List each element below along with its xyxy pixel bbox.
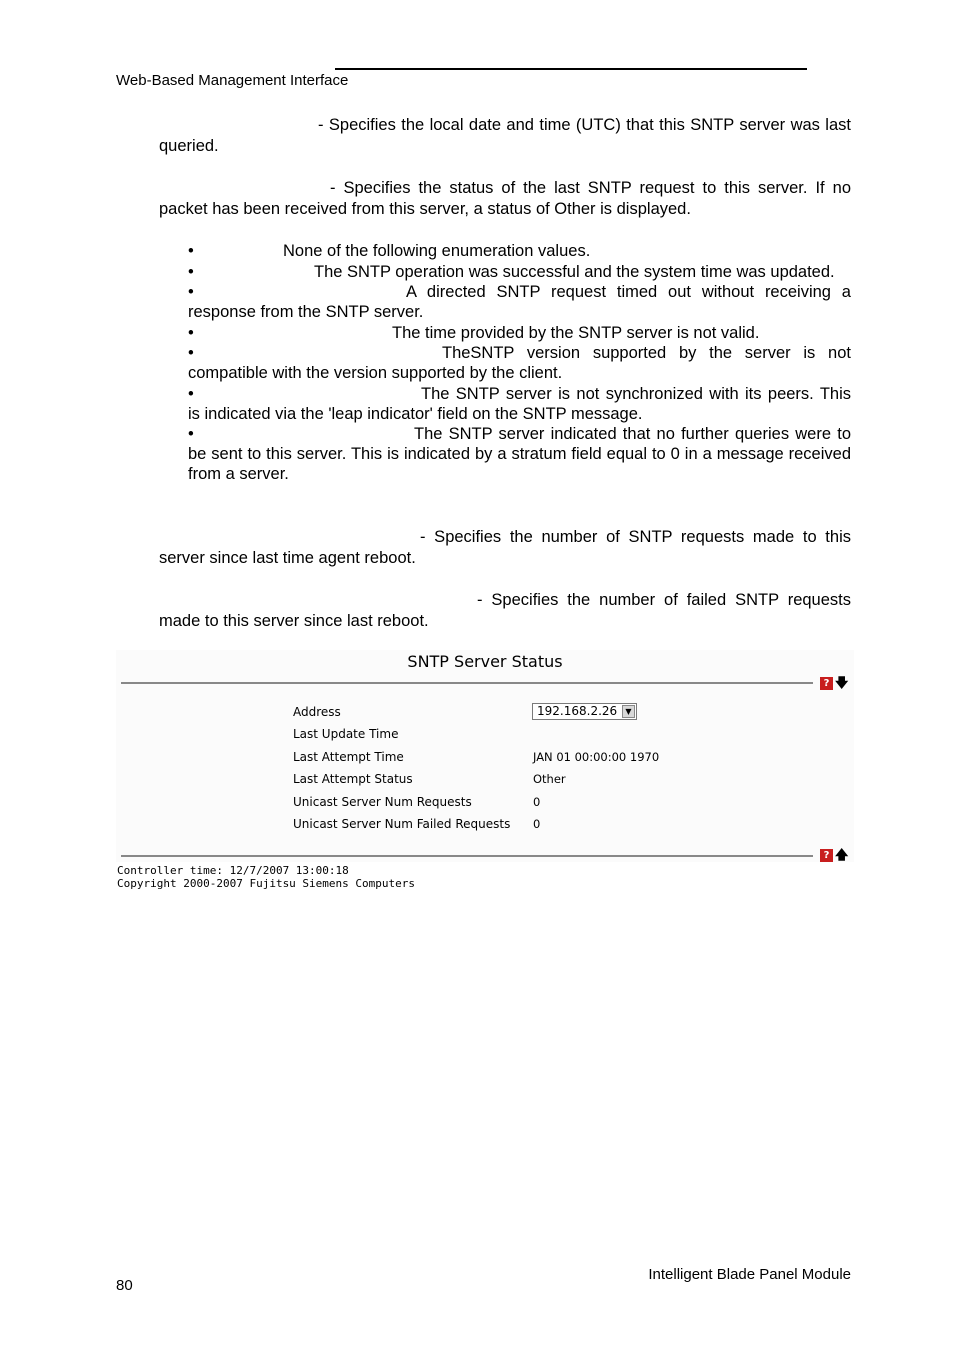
field-value-last-attempt-status: Other [533,772,566,786]
field-label-num-failed-requests: Unicast Server Num Failed Requests [293,817,511,831]
address-select-value: 192.168.2.26 [537,704,618,718]
list-item [188,262,851,282]
field-value-num-failed-requests: 0 [533,817,541,831]
panel-title: SNTP Server Status [407,652,563,671]
bullet-icon: • [188,384,194,403]
header-rule [335,68,807,70]
para-last-attempt-status: - Specifies the status of the last SNTP request to this server. If no packet has been received from this server, a status of Other is displayed. [159,179,851,218]
list-item [188,424,851,484]
list-item-text: The SNTP server is not synchronized with its peers. This is indicated via the 'leap indicator' field on the SNTP message. [188,384,851,423]
help-icon[interactable]: ? [820,849,833,862]
field-value-last-attempt-time: JAN 01 00:00:00 1970 [533,750,660,764]
document-title: Intelligent Blade Panel Module [648,1266,851,1283]
list-item-text: The SNTP server indicated that no further queries were to be sent to this server. This is indicated by a stratum field equal to 0 in a message received from a server. [188,425,851,483]
field-label-last-attempt-status: Last Attempt Status [293,772,413,786]
para-num-failed: - Specifies the number of failed SNTP requests made to this server since last reboot. [159,591,851,630]
list-item [188,323,851,343]
bullet-icon: • [188,344,194,362]
panel-bottom-rule [121,855,813,857]
header-title: Web-Based Management Interface [116,72,349,89]
field-label-last-update-time: Last Update Time [293,727,399,741]
controller-time: Controller time: 12/7/2007 13:00:18 [117,864,349,877]
list-item [188,282,851,322]
field-label-last-attempt-time: Last Attempt Time [293,750,404,764]
arrow-down-icon[interactable]: 🡇 [835,676,849,691]
para-last-attempt-time: - Specifies the local date and time (UTC) that this SNTP server was last queried. [159,116,851,155]
bullet-icon: • [188,425,194,443]
para-num-requests: - Specifies the number of SNTP requests made to this server since last time agent reboot. [159,528,851,567]
list-item [188,384,851,424]
bullet-icon: • [188,262,194,281]
copyright: Copyright 2000-2007 Fujitsu Siemens Computers [117,877,416,890]
list-item-text: The SNTP operation was successful and the system time was updated. [314,262,835,281]
list-item [188,241,851,261]
arrow-up-icon[interactable]: 🡅 [835,848,849,863]
bullet-icon: • [188,283,194,301]
status-values-list [188,241,851,485]
panel-top-rule [121,682,813,684]
list-item-text: The time provided by the SNTP server is not valid. [392,323,760,342]
field-label-num-requests: Unicast Server Num Requests [293,795,472,809]
list-item-text: TheSNTP version supported by the server is not compatible with the version supported by the client. [188,344,851,382]
list-item-text: A directed SNTP request timed out without receiving a response from the SNTP server. [188,283,851,321]
address-select[interactable] [532,703,637,720]
bullet-icon: • [188,242,194,260]
list-item-text: None of the following enumeration values. [283,242,591,260]
list-item [188,343,851,383]
bullet-icon: • [188,323,194,342]
dropdown-arrow-icon[interactable]: ▼ [622,705,635,718]
page-number: 80 [116,1277,133,1294]
field-label-address: Address [293,705,341,719]
help-icon[interactable]: ? [820,677,833,690]
field-value-num-requests: 0 [533,795,541,809]
